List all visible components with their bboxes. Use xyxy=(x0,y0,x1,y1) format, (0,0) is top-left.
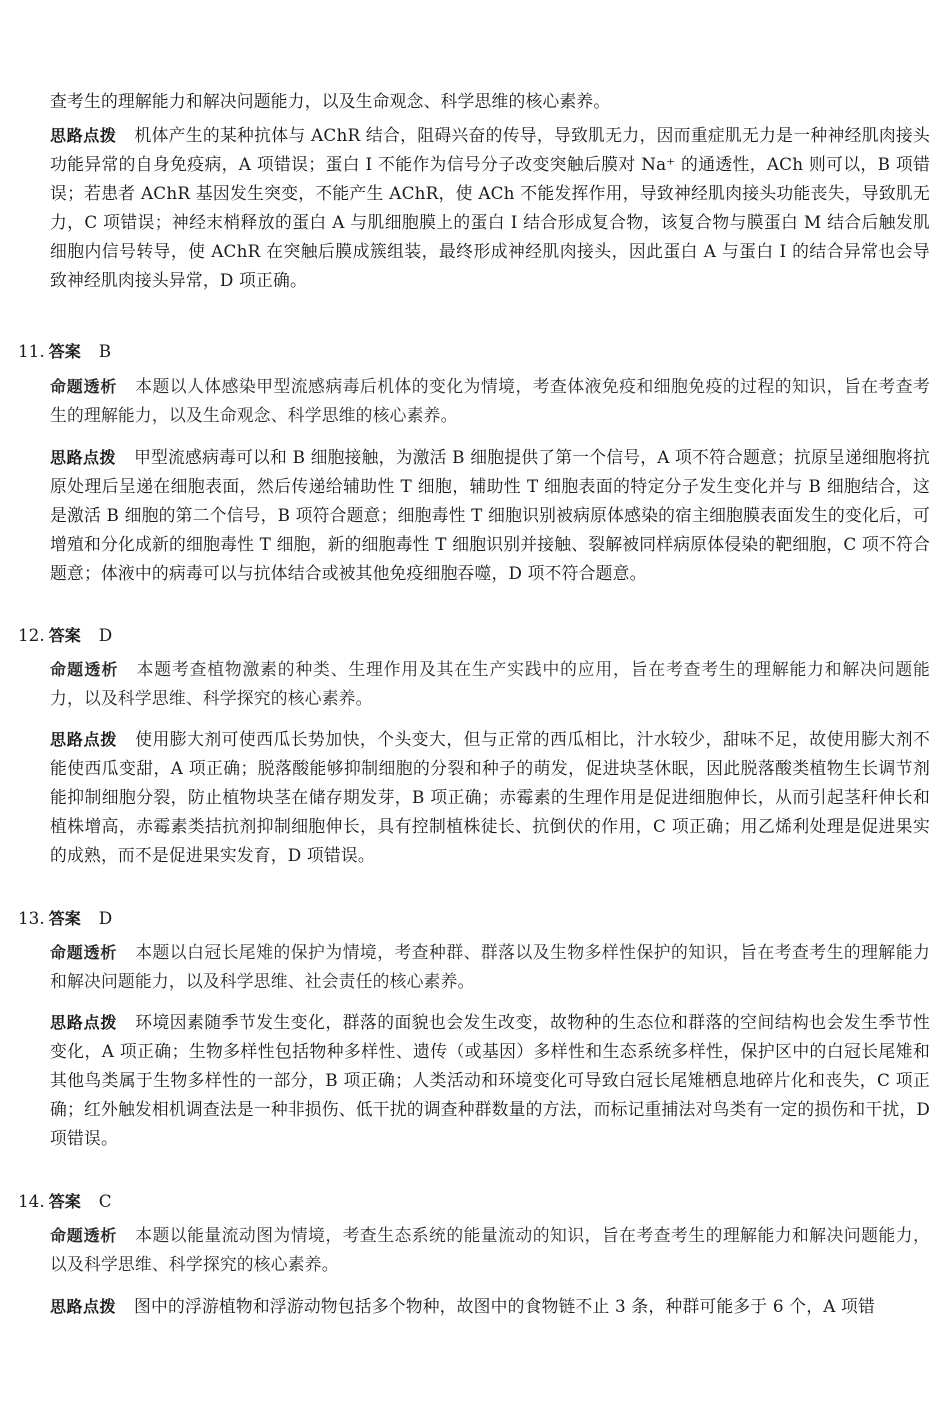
q11-answer: B xyxy=(98,341,112,361)
q12-intent xyxy=(50,655,930,713)
q13-number: 13. xyxy=(18,908,45,928)
q11-number: 11. xyxy=(18,341,45,361)
q13-analysis-label: 思路点拨 xyxy=(50,1013,118,1032)
q14-analysis-text: 图中的浮游植物和浮游动物包括多个物种，故图中的食物链不止 3 条，种群可能多于 6 个，A 项错 xyxy=(134,1296,876,1316)
q13-analysis xyxy=(50,1008,930,1153)
intro-text: 查考生的理解能力和解决问题能力，以及生命观念、科学思维的核心素养。 xyxy=(50,91,611,111)
q12-intent-label: 命题透析 xyxy=(50,660,119,679)
q14-analysis xyxy=(50,1292,930,1321)
q13-analysis-text: 环境因素随季节发生变化，群落的面貌也会发生改变，故物种的生态位和群落的空间结构也会发生季节性变化，A 项正确；生物多样性包括物种多样性、遗传（或基因）多样性和生态系统多样性，保护区中的白冠长尾雉和其他鸟类属于生物多样性的一部分，B 项正确；人类活动和环境变化可导致白冠长尾雉栖息地碎片化和丧失，C 项正确；红外触发相机调查法是一种非损伤、低干扰的调查种群数量的方法，而标记重捕法对鸟类有一定的损伤和干扰，D 项错误。 xyxy=(50,1012,930,1148)
q11-analysis-text: 甲型流感病毒可以和 B 细胞接触，为激活 B 细胞提供了第一个信号，A 项不符合题意；抗原呈递细胞将抗原处理后呈递在细胞表面，然后传递给辅助性 T 细胞，辅助性 T 细胞表面的特定分子发生变化并与 B 细胞结合，这是激活 B 细胞的第二个信号，B 项符合题意；细胞毒性 T 细胞识别被病原体感染的宿主细胞膜表面发生的变化后，可增殖和分化成新的细胞毒性 T 细胞，新的细胞毒性 T 细胞识别并接触、裂解被同样病原体侵染的靶细胞，C 项不符合题意；体液中的病毒可以与抗体结合或被其他免疫细胞吞噬，D 项不符合题意。 xyxy=(50,447,930,583)
q12-analysis-label: 思路点拨 xyxy=(50,730,118,749)
q11-analysis xyxy=(50,443,930,588)
q12-analysis xyxy=(50,725,930,870)
q13-intent-text: 本题以白冠长尾雉的保护为情境，考查种群、群落以及生物多样性保护的知识，旨在考查考生的理解能力和解决问题能力，以及科学思维、社会责任的核心素养。 xyxy=(50,942,930,991)
q10-analysis-text: 机体产生的某种抗体与 AChR 结合，阻碍兴奋的传导，导致肌无力，因而重症肌无力是一种神经肌肉接头功能异常的自身免疫病，A 项错误；蛋白 I 不能作为信号分子改变突触后膜对 Na⁺ 的通透性，ACh 则可以，B 项错误；若患者 AChR 基因发生突变，不能产生 AChR，使 ACh 不能发挥作用，导致神经肌肉接头功能丧失，导致肌无力，C 项错误；神经末梢释放的蛋白 A 与肌细胞膜上的蛋白 I 结合形成复合物，该复合物与膜蛋白 M 结合后触发肌细胞内信号转导，使 AChR 在突触后膜成簇组装，最终形成神经肌肉接头，因此蛋白 A 与蛋白 I 的结合异常也会导致神经肌肉接头异常，D 项正确。 xyxy=(50,125,930,290)
q12-answer: D xyxy=(98,625,113,645)
q12-number: 12. xyxy=(18,625,45,645)
q14-intent-label: 命题透析 xyxy=(50,1226,118,1245)
q14-number: 14. xyxy=(18,1191,45,1211)
q14-intent xyxy=(50,1221,930,1279)
q13-intent xyxy=(50,938,930,996)
q11-header xyxy=(18,337,111,366)
q11-analysis-label: 思路点拨 xyxy=(50,448,117,467)
q14-header xyxy=(18,1187,112,1216)
q13-answer-label: 答案 xyxy=(48,909,81,928)
q10-analysis xyxy=(50,121,930,295)
q14-answer-label: 答案 xyxy=(48,1192,81,1211)
q11-intent-text: 本题以人体感染甲型流感病毒后机体的变化为情境，考查体液免疫和细胞免疫的过程的知识，旨在考查考生的理解能力，以及生命观念、科学思维的核心素养。 xyxy=(50,376,930,425)
q10-analysis-label: 思路点拨 xyxy=(50,126,117,145)
q13-answer: D xyxy=(98,908,113,928)
q12-answer-label: 答案 xyxy=(48,626,81,645)
q12-header xyxy=(18,621,112,650)
q14-intent-text: 本题以能量流动图为情境，考查生态系统的能量流动的知识，旨在考查考生的理解能力和解决问题能力，以及科学思维、科学探究的核心素养。 xyxy=(50,1225,930,1274)
q13-header xyxy=(18,904,112,933)
q14-analysis-label: 思路点拨 xyxy=(50,1297,117,1316)
q11-intent-label: 命题透析 xyxy=(50,377,118,396)
q12-intent-text: 本题考查植物激素的种类、生理作用及其在生产实践中的应用，旨在考查考生的理解能力和解决问题能力，以及科学思维、科学探究的核心素养。 xyxy=(50,659,930,708)
q12-analysis-text: 使用膨大剂可使西瓜长势加快，个头变大，但与正常的西瓜相比，汁水较少，甜味不足，故使用膨大剂不能使西瓜变甜，A 项正确；脱落酸能够抑制细胞的分裂和种子的萌发，促进块茎休眠，因此脱落酸类植物生长调节剂能抑制细胞分裂，防止植物块茎在储存期发芽，B 项正确；赤霉素的生理作用是促进细胞伸长，从而引起茎秆伸长和植株增高，赤霉素类拮抗剂抑制细胞伸长，具有控制植株徒长、抗倒伏的作用，C 项正确；用乙烯利处理是促进果实的成熟，而不是促进果实发育，D 项错误。 xyxy=(50,729,930,865)
q11-answer-label: 答案 xyxy=(48,342,81,361)
q13-intent-label: 命题透析 xyxy=(50,943,118,962)
q11-intent xyxy=(50,372,930,430)
q14-answer: C xyxy=(98,1191,112,1211)
